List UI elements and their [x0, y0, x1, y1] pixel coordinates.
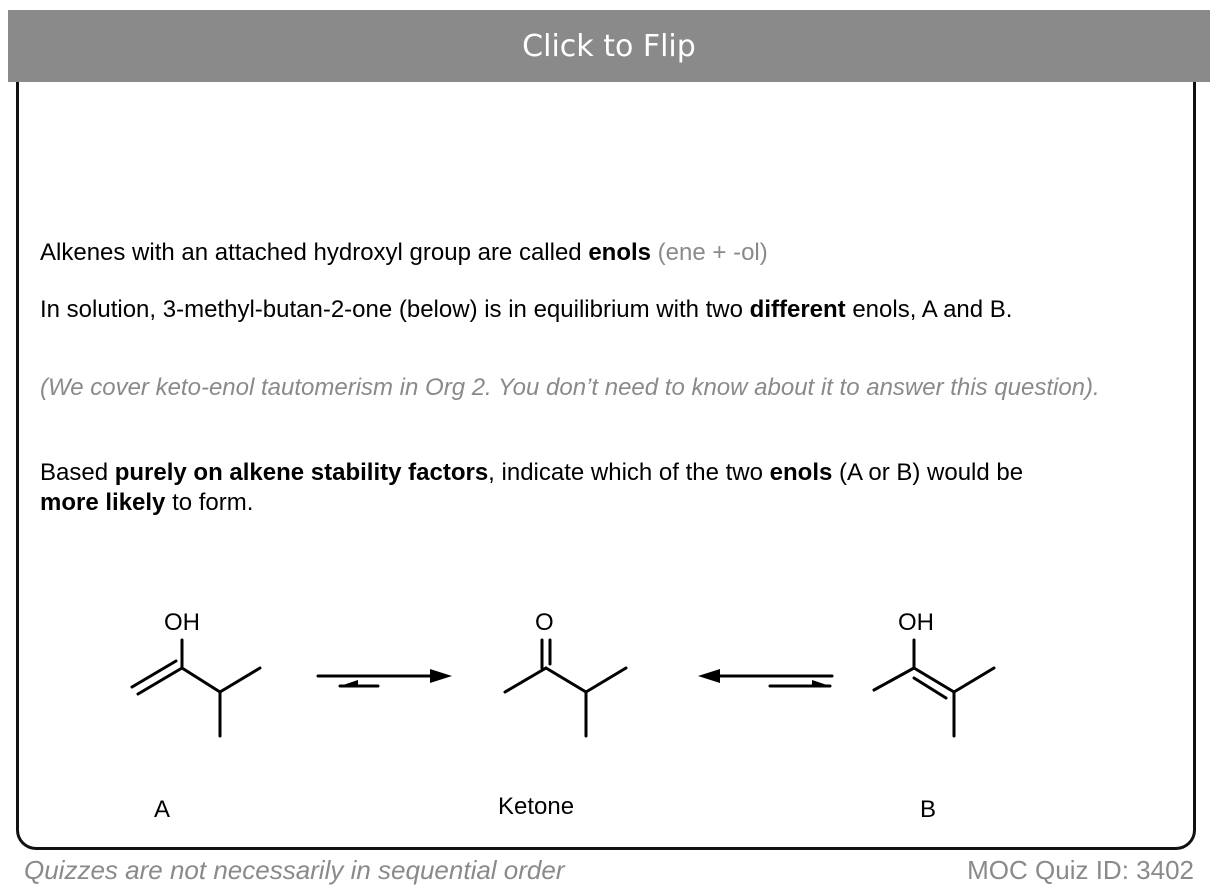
enol-b-oh: OH: [898, 609, 934, 636]
arrowhead-left: [698, 669, 720, 683]
question-note: (We cover keto-enol tautomerism in Org 2. You don’t need to know about it to answer this question).: [40, 374, 1100, 401]
enol-b-label: B: [920, 796, 937, 823]
question-line-1: Alkenes with an attached hydroxyl group are called enols (ene + -ol): [40, 239, 768, 266]
enol-b-structure: [874, 640, 994, 736]
equilibrium-arrow-left: [318, 676, 440, 686]
equilibrium-diagram: [0, 560, 1218, 850]
enol-a-oh: OH: [164, 609, 200, 636]
footer-note: Quizzes are not necessarily in sequential order: [24, 855, 565, 885]
flip-button-label: Click to Flip: [522, 28, 696, 64]
question-line-2: In solution, 3-methyl-butan-2-one (below) is in equilibrium with two different enols, A and B.: [40, 296, 1013, 323]
enol-a-structure: [132, 640, 260, 736]
ketone-o: O: [535, 609, 554, 636]
question-line-3: Based purely on alkene stability factors, indicate which of the two enols (A or B) would be more likely to form.: [40, 459, 1024, 516]
arrowhead-right: [430, 669, 452, 683]
ketone-structure: [505, 640, 626, 736]
flip-button[interactable]: [8, 10, 1210, 82]
enol-a-label: A: [154, 796, 171, 823]
ketone-label: Ketone: [498, 793, 575, 820]
quiz-id: MOC Quiz ID: 3402: [967, 855, 1194, 885]
